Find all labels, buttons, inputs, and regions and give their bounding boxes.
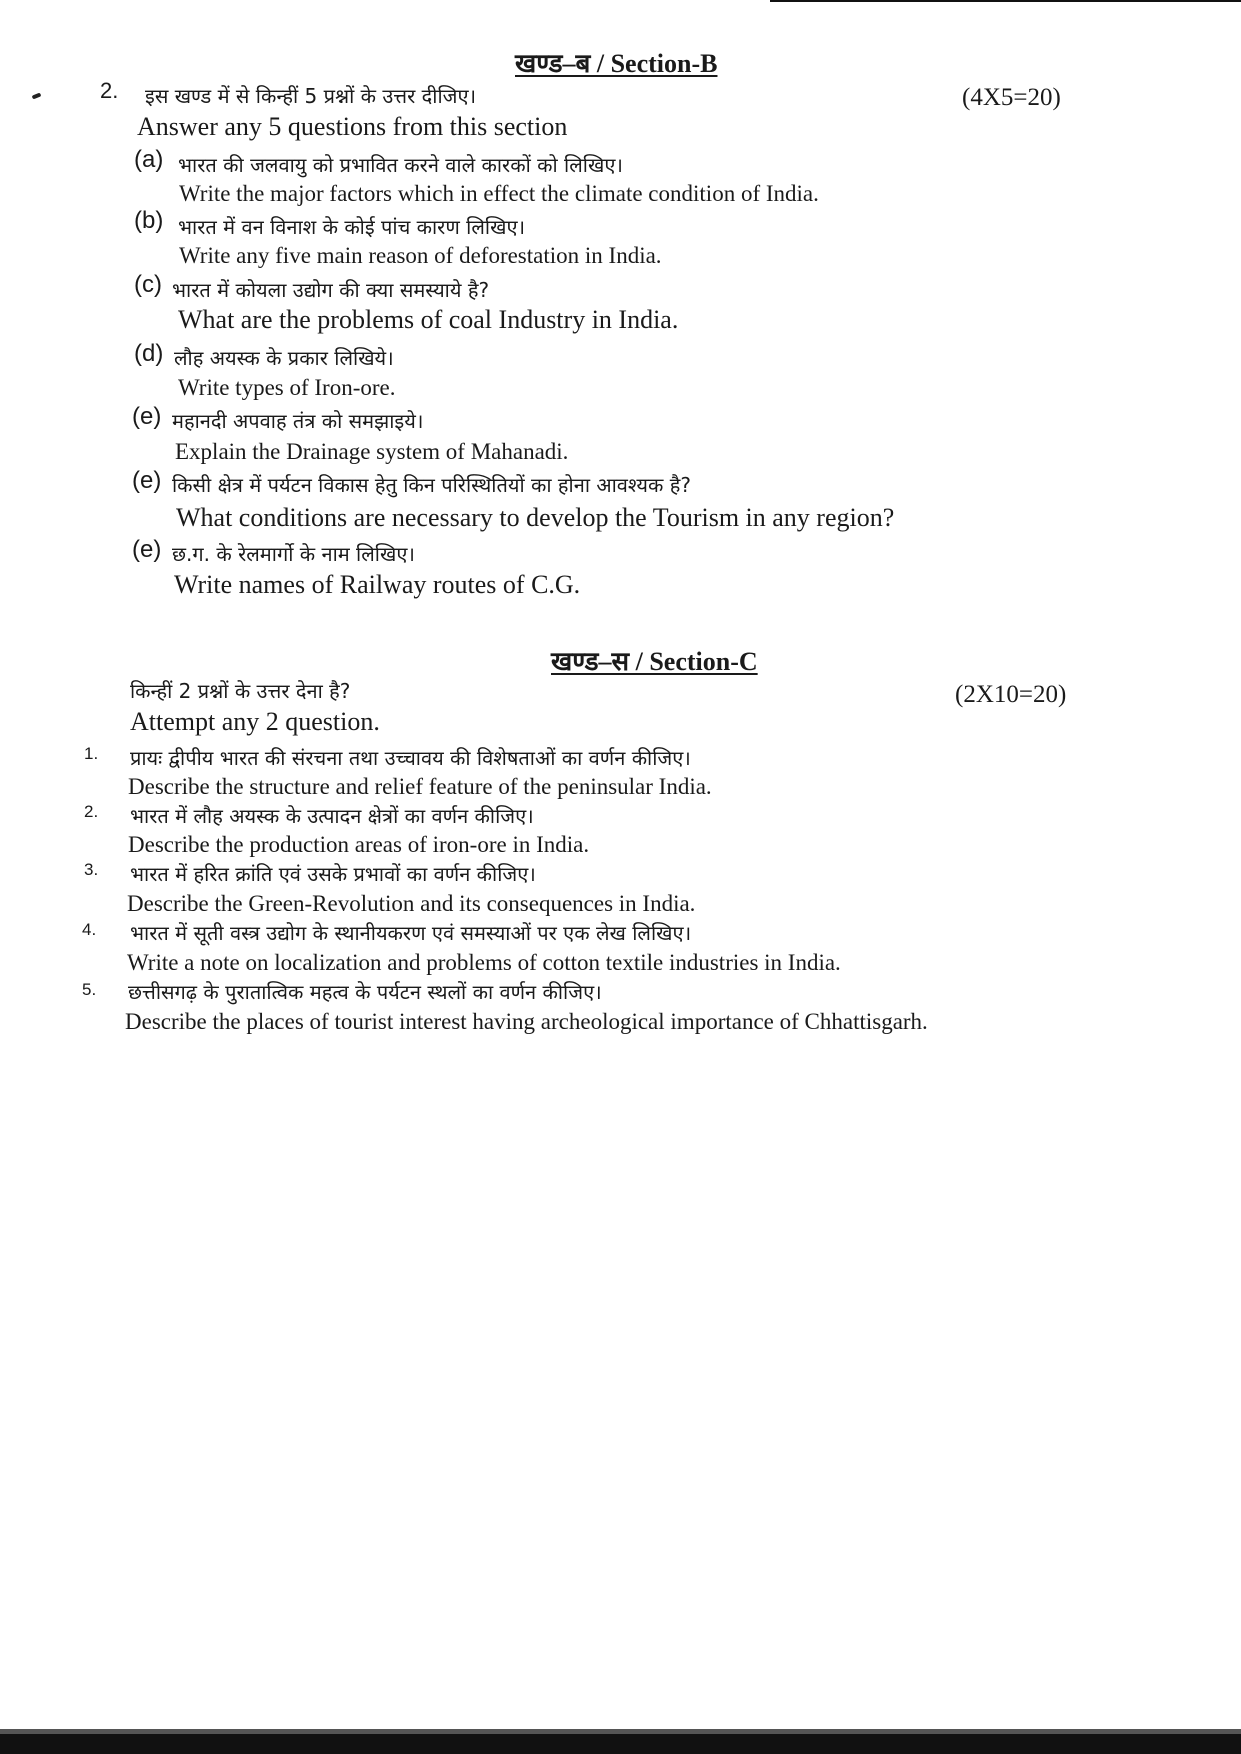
item-label: (e)	[132, 536, 162, 563]
question-english: Describe the structure and relief feature of the peninsular India.	[128, 774, 712, 799]
section-c-marks: (2X10=20)	[955, 681, 1067, 708]
item-label: (e)	[132, 403, 162, 430]
question-number: 5.	[82, 980, 97, 999]
item-label: (b)	[134, 207, 164, 234]
section-b-instruction-hindi: इस खण्ड में से किन्हीं 5 प्रश्नों के उत्तर दीजिए।	[145, 84, 477, 108]
item-english: What are the problems of coal Industry in India.	[178, 305, 679, 334]
question-number: 4.	[82, 920, 97, 939]
question-number: 3.	[84, 860, 99, 879]
item-label: (e)	[132, 467, 162, 494]
question-english: Describe the production areas of iron-ore in India.	[128, 832, 590, 857]
question-number: 2.	[84, 802, 99, 821]
item-english: Write any five main reason of deforestation in India.	[179, 243, 662, 268]
question-hindi: भारत में सूती वस्त्र उद्योग के स्थानीयकरण एवं समस्याओं पर एक लेख लिखिए।	[130, 921, 692, 945]
item-label: (a)	[134, 146, 164, 173]
item-hindi: भारत में कोयला उद्योग की क्या समस्याये है?	[172, 278, 490, 302]
section-c-heading: खण्ड–स / Section-C	[551, 647, 758, 676]
question-english: Write a note on localization and problems of cotton textile industries in India.	[127, 950, 841, 975]
question-number: 2.	[100, 78, 119, 103]
item-english: Write types of Iron-ore.	[178, 375, 396, 400]
item-hindi: महानदी अपवाह तंत्र को समझाइये।	[172, 409, 424, 433]
question-hindi: भारत में हरित क्रांति एवं उसके प्रभावों का वर्णन कीजिए।	[130, 862, 536, 886]
question-number: 1.	[84, 744, 99, 763]
scan-edge-bottom	[0, 1734, 1241, 1754]
item-hindi: भारत में वन विनाश के कोई पांच कारण लिखिए।	[178, 215, 526, 239]
item-hindi: भारत की जलवायु को प्रभावित करने वाले कारकों को लिखिए।	[178, 153, 623, 177]
item-hindi: किसी क्षेत्र में पर्यटन विकास हेतु किन परिस्थितियों का होना आवश्यक है?	[172, 473, 691, 497]
question-hindi: छत्तीसगढ़ के पुरातात्विक महत्व के पर्यटन स्थलों का वर्णन कीजिए।	[128, 980, 602, 1004]
pen-mark	[32, 92, 42, 99]
section-b-instruction-english: Answer any 5 questions from this section	[137, 112, 568, 141]
question-hindi: प्रायः द्वीपीय भारत की संरचना तथा उच्चावय की विशेषताओं का वर्णन कीजिए।	[130, 746, 691, 770]
item-english: Explain the Drainage system of Mahanadi.	[175, 439, 569, 464]
scan-edge-top	[770, 0, 1241, 2]
item-label: (d)	[134, 340, 164, 367]
question-hindi: भारत में लौह अयस्क के उत्पादन क्षेत्रों का वर्णन कीजिए।	[130, 804, 534, 828]
question-english: Describe the Green-Revolution and its consequences in India.	[127, 891, 696, 916]
item-english: What conditions are necessary to develop the Tourism in any region?	[176, 503, 895, 532]
item-english: Write the major factors which in effect the climate condition of India.	[179, 181, 819, 206]
section-b-marks: (4X5=20)	[962, 84, 1061, 111]
item-label: (c)	[134, 271, 162, 298]
section-b-heading: खण्ड–ब / Section-B	[515, 49, 718, 78]
question-english: Describe the places of tourist interest having archeological importance of Chhattisgarh.	[125, 1009, 928, 1034]
item-hindi: छ.ग. के रेलमार्गो के नाम लिखिए।	[172, 542, 415, 566]
section-c-instruction-english: Attempt any 2 question.	[130, 707, 380, 736]
item-english: Write names of Railway routes of C.G.	[174, 570, 581, 599]
item-hindi: लौह अयस्क के प्रकार लिखिये।	[174, 346, 394, 370]
section-c-instruction-hindi: किन्हीं 2 प्रश्नों के उत्तर देना है?	[130, 679, 351, 703]
